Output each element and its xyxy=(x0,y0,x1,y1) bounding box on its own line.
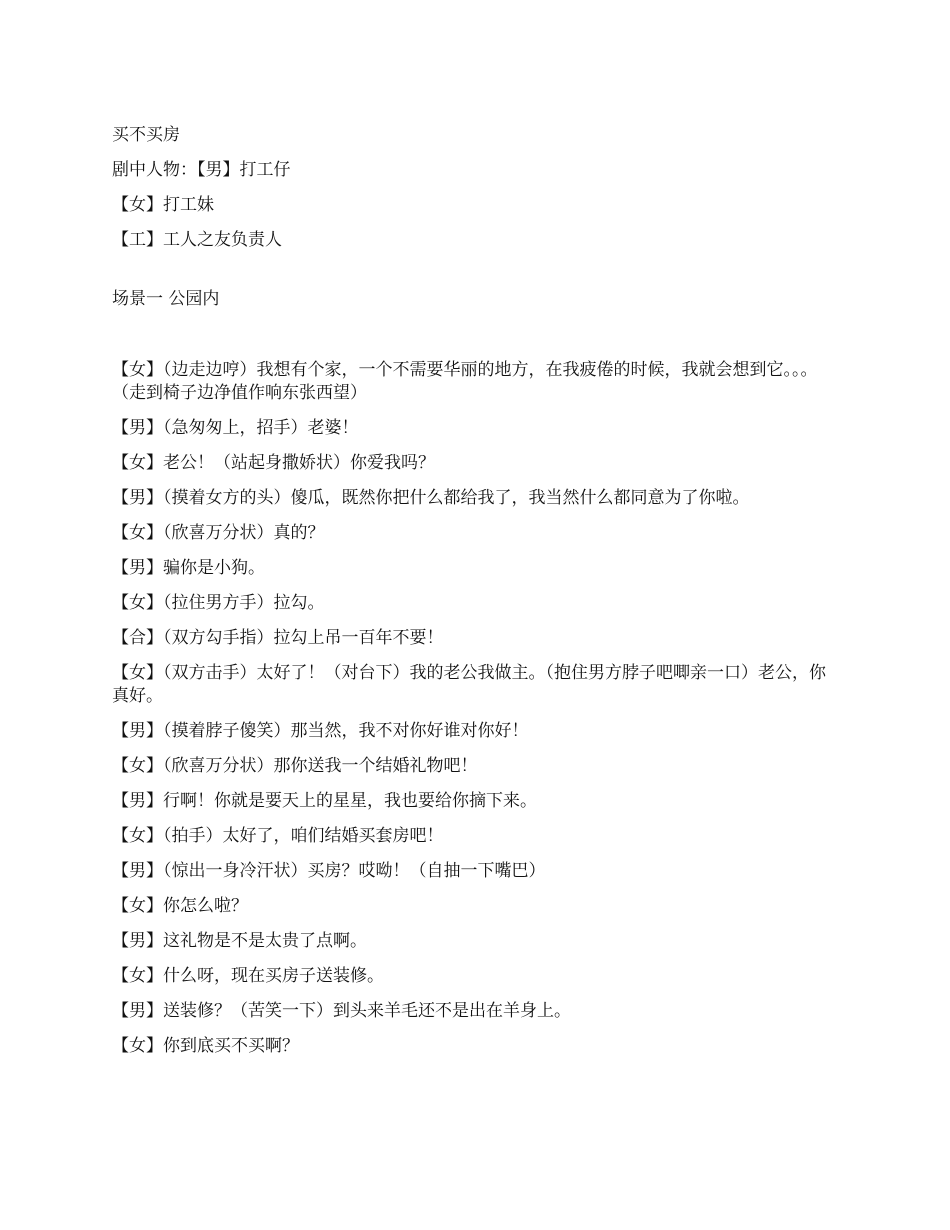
dialogue-line: 【女】你到底买不买啊？ xyxy=(112,1036,299,1056)
dialogue-line: 【男】（摸着脖子傻笑）那当然，我不对你好谁对你好！ xyxy=(112,721,529,741)
character-list-item: 【女】打工妹 xyxy=(112,195,214,215)
dialogue-line: 【女】什么呀，现在买房子送装修。 xyxy=(112,966,384,986)
dialogue-line: 【女】（欣喜万分状）真的？ xyxy=(112,523,325,543)
dialogue-line: 【女】你怎么啦？ xyxy=(112,896,248,916)
dialogue-line: 【男】骗你是小狗。 xyxy=(112,558,265,578)
dialogue-line: 【男】（摸着女方的头）傻瓜，既然你把什么都给我了，我当然什么都同意为了你啦。 xyxy=(112,488,750,508)
dialogue-line: 【女】（双方击手）太好了！（对台下）我的老公我做主。（抱住男方脖子吧唧亲一口）老公，你真好。 xyxy=(112,663,826,706)
dialogue-line: 【男】行啊！你就是要天上的星星，我也要给你摘下来。 xyxy=(112,791,537,811)
dialogue-line: 【合】（双方勾手指）拉勾上吊一百年不要！ xyxy=(112,628,444,648)
dialogue-line: 【男】（惊出一身冷汗状）买房？哎呦！（自抽一下嘴巴） xyxy=(112,861,546,881)
dialogue-line: 【女】老公！（站起身撒娇状）你爱我吗？ xyxy=(112,453,435,473)
dialogue-line: 【男】这礼物是不是太贵了点啊。 xyxy=(112,931,367,951)
dialogue-line: 【女】（边走边哼）我想有个家，一个不需要华丽的地方，在我疲倦的时候，我就会想到它。。。（走到椅子边净值作响东张西望） xyxy=(112,360,818,403)
scene-heading: 场景一 公园内 xyxy=(112,289,220,309)
character-list-item: 剧中人物：【男】打工仔 xyxy=(112,160,291,180)
dialogue-line: 【女】（拉住男方手）拉勾。 xyxy=(112,593,325,613)
dialogue-line: 【男】送装修？（苦笑一下）到头来羊毛还不是出在羊身上。 xyxy=(112,1001,571,1021)
dialogue-line: 【女】（拍手）太好了，咱们结婚买套房吧！ xyxy=(112,826,444,846)
document-body xyxy=(112,124,842,1070)
character-list-item: 【工】工人之友负责人 xyxy=(112,230,282,250)
document-title: 买不买房 xyxy=(112,125,180,145)
dialogue-line: 【男】（急匆匆上，招手）老婆！ xyxy=(112,418,359,438)
dialogue-line: 【女】（欣喜万分状）那你送我一个结婚礼物吧！ xyxy=(112,756,478,776)
